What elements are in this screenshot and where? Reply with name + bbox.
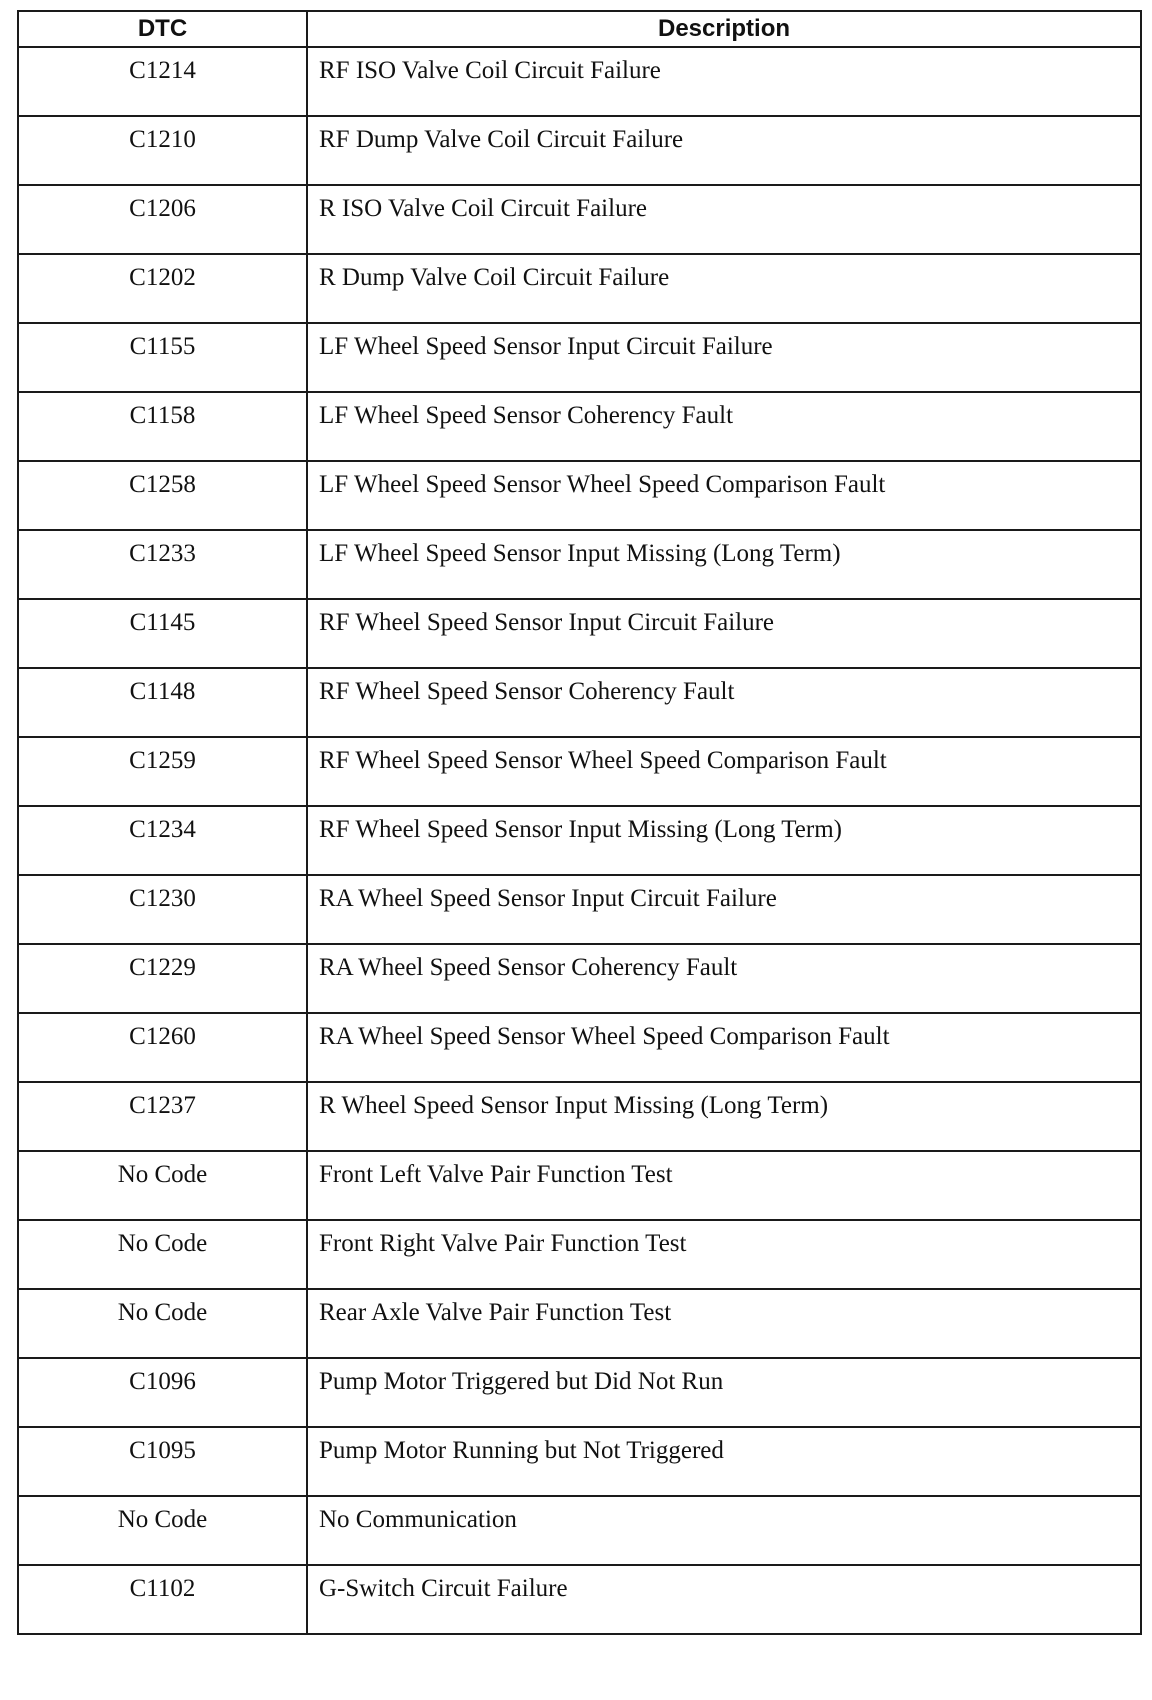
dtc-code-cell: C1202 — [18, 254, 307, 323]
dtc-code-cell: C1145 — [18, 599, 307, 668]
table-row — [18, 1082, 1141, 1151]
dtc-description-cell: RF Wheel Speed Sensor Coherency Fault — [307, 668, 1141, 737]
table-header-row — [18, 11, 1141, 47]
table-row — [18, 1220, 1141, 1289]
dtc-code-cell: C1259 — [18, 737, 307, 806]
dtc-description-cell: No Communication — [307, 1496, 1141, 1565]
dtc-code-cell: C1095 — [18, 1427, 307, 1496]
dtc-code-cell: No Code — [18, 1289, 307, 1358]
dtc-code-cell: No Code — [18, 1220, 307, 1289]
dtc-code-cell: No Code — [18, 1496, 307, 1565]
table-row — [18, 185, 1141, 254]
dtc-description-cell: Front Left Valve Pair Function Test — [307, 1151, 1141, 1220]
dtc-description-cell: RA Wheel Speed Sensor Wheel Speed Comparison Fault — [307, 1013, 1141, 1082]
dtc-description-cell: RF ISO Valve Coil Circuit Failure — [307, 47, 1141, 116]
column-header-description: Description — [307, 11, 1141, 47]
dtc-description-cell: R ISO Valve Coil Circuit Failure — [307, 185, 1141, 254]
dtc-description-cell: R Wheel Speed Sensor Input Missing (Long Term) — [307, 1082, 1141, 1151]
dtc-description-cell: LF Wheel Speed Sensor Coherency Fault — [307, 392, 1141, 461]
dtc-code-cell: C1260 — [18, 1013, 307, 1082]
table-row — [18, 392, 1141, 461]
dtc-description-cell: RF Wheel Speed Sensor Wheel Speed Comparison Fault — [307, 737, 1141, 806]
table-row — [18, 599, 1141, 668]
dtc-code-cell: C1233 — [18, 530, 307, 599]
dtc-description-cell: R Dump Valve Coil Circuit Failure — [307, 254, 1141, 323]
dtc-code-cell: C1210 — [18, 116, 307, 185]
dtc-code-cell: C1206 — [18, 185, 307, 254]
table-row — [18, 254, 1141, 323]
table-row — [18, 1289, 1141, 1358]
table-row — [18, 1151, 1141, 1220]
dtc-description-cell: RA Wheel Speed Sensor Input Circuit Failure — [307, 875, 1141, 944]
dtc-code-cell: C1148 — [18, 668, 307, 737]
table-row — [18, 806, 1141, 875]
table-row — [18, 47, 1141, 116]
dtc-code-cell: C1230 — [18, 875, 307, 944]
table-row — [18, 461, 1141, 530]
dtc-code-cell: C1234 — [18, 806, 307, 875]
table-row — [18, 737, 1141, 806]
table-body — [18, 47, 1141, 1634]
dtc-code-cell: C1237 — [18, 1082, 307, 1151]
dtc-description-cell: Rear Axle Valve Pair Function Test — [307, 1289, 1141, 1358]
dtc-description-cell: G-Switch Circuit Failure — [307, 1565, 1141, 1634]
table-row — [18, 530, 1141, 599]
table-row — [18, 1496, 1141, 1565]
table-row — [18, 1013, 1141, 1082]
dtc-code-cell: C1229 — [18, 944, 307, 1013]
dtc-description-cell: LF Wheel Speed Sensor Input Circuit Failure — [307, 323, 1141, 392]
dtc-description-cell: RA Wheel Speed Sensor Coherency Fault — [307, 944, 1141, 1013]
dtc-description-cell: LF Wheel Speed Sensor Wheel Speed Comparison Fault — [307, 461, 1141, 530]
dtc-description-cell: Pump Motor Running but Not Triggered — [307, 1427, 1141, 1496]
table-row — [18, 875, 1141, 944]
column-header-dtc: DTC — [18, 11, 307, 47]
table-row — [18, 1427, 1141, 1496]
dtc-code-cell: C1258 — [18, 461, 307, 530]
table-row — [18, 116, 1141, 185]
dtc-table — [17, 10, 1142, 1635]
table-row — [18, 1565, 1141, 1634]
dtc-description-cell: LF Wheel Speed Sensor Input Missing (Long Term) — [307, 530, 1141, 599]
dtc-description-cell: RF Dump Valve Coil Circuit Failure — [307, 116, 1141, 185]
dtc-code-cell: No Code — [18, 1151, 307, 1220]
dtc-code-cell: C1155 — [18, 323, 307, 392]
table-row — [18, 668, 1141, 737]
dtc-code-cell: C1096 — [18, 1358, 307, 1427]
dtc-description-cell: Front Right Valve Pair Function Test — [307, 1220, 1141, 1289]
dtc-description-cell: RF Wheel Speed Sensor Input Circuit Failure — [307, 599, 1141, 668]
dtc-code-cell: C1102 — [18, 1565, 307, 1634]
dtc-description-cell: Pump Motor Triggered but Did Not Run — [307, 1358, 1141, 1427]
dtc-code-cell: C1214 — [18, 47, 307, 116]
table-row — [18, 944, 1141, 1013]
dtc-code-cell: C1158 — [18, 392, 307, 461]
dtc-description-cell: RF Wheel Speed Sensor Input Missing (Long Term) — [307, 806, 1141, 875]
table-row — [18, 323, 1141, 392]
table-row — [18, 1358, 1141, 1427]
